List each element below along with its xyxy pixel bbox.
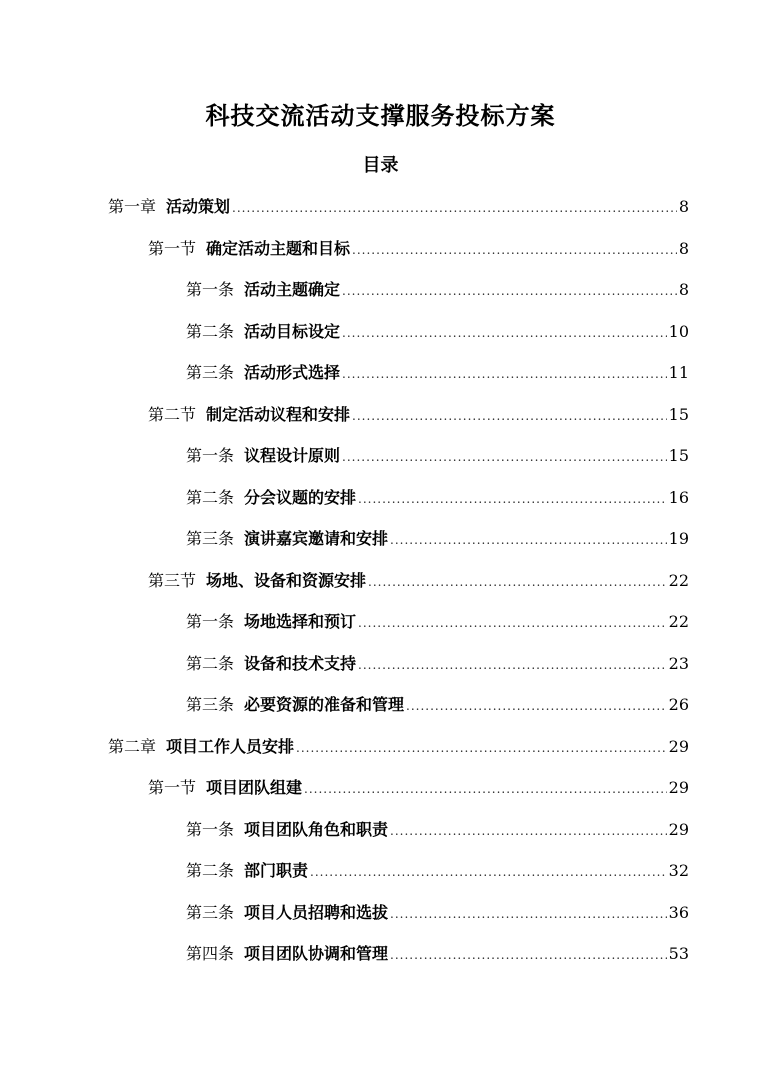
toc-entry-page: 8 xyxy=(678,238,689,258)
dot-leader xyxy=(352,397,667,435)
toc-entry-title: 确定活动主题和目标 xyxy=(206,238,351,258)
dot-leader xyxy=(304,770,667,808)
dot-leader xyxy=(406,687,667,725)
toc-entry-page: 10 xyxy=(668,321,689,341)
dot-leader xyxy=(342,272,677,310)
toc-entry-number: 第三节 xyxy=(148,570,197,590)
dot-leader xyxy=(342,314,667,352)
toc-entry[interactable] xyxy=(148,769,689,807)
toc-entry-title: 项目团队角色和职责 xyxy=(244,819,389,839)
toc-entry-title: 活动形式选择 xyxy=(244,363,341,382)
toc-entry-page: 15 xyxy=(668,404,689,424)
toc-entry-number: 第二条 xyxy=(186,861,235,880)
toc-entry-title: 演讲嘉宾邀请和安排 xyxy=(244,529,389,548)
dot-leader xyxy=(352,231,677,269)
toc-entry-number: 第一条 xyxy=(186,280,235,299)
toc-entry[interactable] xyxy=(186,603,689,641)
dot-leader xyxy=(390,895,667,933)
toc-entry[interactable] xyxy=(186,686,689,724)
toc-entry[interactable] xyxy=(148,396,689,434)
toc-entry-number: 第三条 xyxy=(186,529,235,548)
toc-entry-number: 第一节 xyxy=(148,778,197,797)
toc-entry-number: 第三条 xyxy=(186,363,235,382)
document-title: 科技交流活动支撑服务投标方案 xyxy=(205,101,556,130)
toc-entry-title: 项目团队组建 xyxy=(206,778,303,797)
dot-leader xyxy=(390,812,667,850)
toc-entry-title: 设备和技术支持 xyxy=(244,653,357,673)
toc-entry-page: 53 xyxy=(668,944,689,963)
toc-entry-page: 16 xyxy=(668,487,689,507)
toc-entry-number: 第二条 xyxy=(186,653,235,673)
toc-entry-title: 必要资源的准备和管理 xyxy=(244,695,405,714)
toc-entry-page: 8 xyxy=(678,197,689,216)
toc-entry-number: 第二节 xyxy=(148,404,197,424)
dot-leader xyxy=(310,853,667,891)
toc-entry[interactable] xyxy=(186,520,689,558)
toc-entry-page: 8 xyxy=(678,280,689,299)
toc-entry-page: 19 xyxy=(668,529,689,548)
toc-entry-title: 活动策划 xyxy=(166,197,231,216)
dot-leader xyxy=(296,729,667,767)
toc-entry-title: 场地选择和预订 xyxy=(244,612,357,631)
toc-entry-number: 第四条 xyxy=(186,944,235,963)
dot-leader xyxy=(232,189,677,227)
dot-leader xyxy=(358,646,667,684)
dot-leader xyxy=(342,438,667,476)
toc-entry-page: 11 xyxy=(668,363,689,382)
toc-entry-title: 部门职责 xyxy=(244,861,309,880)
toc-entry[interactable] xyxy=(186,645,689,683)
toc-entry-page: 29 xyxy=(668,778,689,797)
dot-leader xyxy=(368,563,667,601)
dot-leader xyxy=(390,936,667,974)
dot-leader xyxy=(358,480,667,518)
toc-entry[interactable] xyxy=(186,852,689,890)
toc-entry-number: 第三条 xyxy=(186,695,235,714)
toc-entry[interactable] xyxy=(108,728,689,766)
toc-entry-page: 29 xyxy=(668,736,689,756)
toc-entry-number: 第一条 xyxy=(186,446,235,465)
toc-entry-title: 活动目标设定 xyxy=(244,321,341,341)
toc-heading: 目录 xyxy=(362,155,399,176)
toc-entry-title: 项目工作人员安排 xyxy=(166,736,295,756)
dot-leader xyxy=(390,521,667,559)
toc-entry-number: 第三条 xyxy=(186,902,235,922)
toc-entry[interactable] xyxy=(108,188,689,226)
toc-entry-number: 第二条 xyxy=(186,321,235,341)
toc-entry[interactable] xyxy=(186,354,689,392)
toc-entry[interactable] xyxy=(148,562,689,600)
toc-entry[interactable] xyxy=(186,313,689,351)
toc-entry-page: 22 xyxy=(668,612,689,631)
toc-entry[interactable] xyxy=(186,437,689,475)
toc-entry-number: 第一条 xyxy=(186,612,235,631)
toc-entry-page: 23 xyxy=(668,653,689,673)
toc-entry[interactable] xyxy=(186,935,689,973)
toc-entry-number: 第二条 xyxy=(186,487,235,507)
toc-entry-page: 29 xyxy=(668,819,689,839)
toc-entry-title: 项目人员招聘和选拔 xyxy=(244,902,389,922)
toc-entry-number: 第一条 xyxy=(186,819,235,839)
toc-entry[interactable] xyxy=(186,811,689,849)
dot-leader xyxy=(358,604,667,642)
toc-entry-number: 第一节 xyxy=(148,238,197,258)
toc-entry-title: 分会议题的安排 xyxy=(244,487,357,507)
toc-entry-page: 26 xyxy=(668,695,689,714)
toc-entry[interactable] xyxy=(148,230,689,268)
toc-entry[interactable] xyxy=(186,479,689,517)
toc-entry[interactable] xyxy=(186,894,689,932)
dot-leader xyxy=(342,355,667,393)
toc-entry-title: 场地、设备和资源安排 xyxy=(206,570,367,590)
toc-entry-page: 32 xyxy=(668,861,689,880)
toc-entry-page: 22 xyxy=(668,570,689,590)
toc-entry-number: 第二章 xyxy=(108,736,157,756)
toc-entry[interactable] xyxy=(186,271,689,309)
toc-entry-number: 第一章 xyxy=(108,197,157,216)
toc-entry-title: 活动主题确定 xyxy=(244,280,341,299)
toc-entry-title: 项目团队协调和管理 xyxy=(244,944,389,963)
toc-entry-title: 议程设计原则 xyxy=(244,446,341,465)
toc-entry-title: 制定活动议程和安排 xyxy=(206,404,351,424)
toc-entry-page: 15 xyxy=(668,446,689,465)
toc-entry-page: 36 xyxy=(668,902,689,922)
